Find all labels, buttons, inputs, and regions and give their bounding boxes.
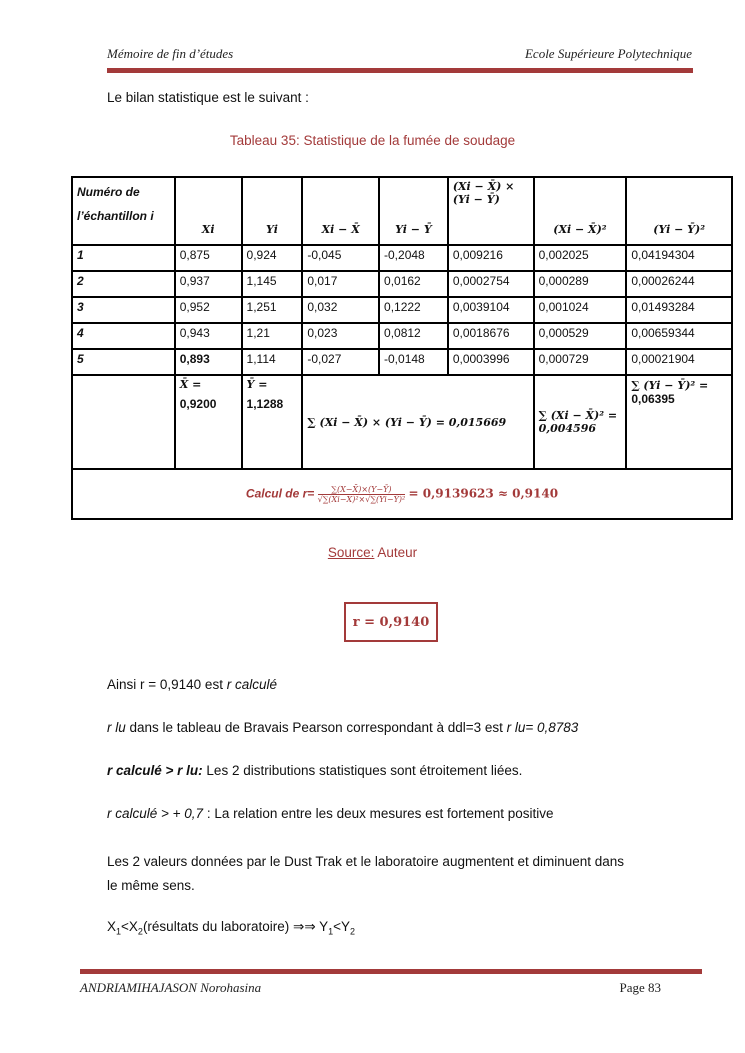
cell-x-dev-sq: 0,000529	[534, 323, 627, 349]
sum-x2-cell	[534, 375, 627, 469]
p6-sub1: 1	[116, 926, 122, 937]
p6-sub4: 2	[350, 926, 356, 937]
cell-y-dev-sq: 0,00659344	[626, 323, 732, 349]
cell-y-dev: 0,0162	[379, 271, 448, 297]
table-row	[72, 349, 732, 375]
cell-yi: 1,145	[242, 271, 303, 297]
header-left: Mémoire de fin d’études	[107, 46, 234, 61]
sum-xy-cell	[302, 375, 533, 469]
cell-product: 0,009216	[448, 245, 534, 271]
cell-y-dev-sq: 0,00021904	[626, 349, 732, 375]
footer-page-number: Page 83	[619, 980, 661, 995]
p5-line1: Les 2 valeurs données par le Dust Trak et le laboratoire augmentent et diminuent dans	[107, 854, 625, 869]
header-yi: Yi	[242, 177, 303, 245]
cell-yi: 1,114	[242, 349, 303, 375]
row-number: 4	[72, 323, 175, 349]
sum-y2-cell	[626, 375, 732, 469]
cell-x-dev-sq: 0,000289	[534, 271, 627, 297]
cell-x-dev: -0,045	[302, 245, 379, 271]
intro-text: Le bilan statistique est le suivant :	[107, 90, 309, 105]
p2-text: dans le tableau de Bravais Pearson correspondant à ddl=3 est	[125, 720, 507, 735]
sum-xy-expression: ∑ (Xi − X̄) × (Yi − Ȳ) = 0,015669	[307, 415, 507, 429]
calc-label: Calcul de r=	[245, 486, 315, 501]
p6-sub2: 2	[137, 926, 143, 937]
ybar-cell	[242, 375, 303, 469]
sum-x2-expression: ∑ (Xi − X̄)² = 0,004596	[538, 409, 618, 435]
table-header-row	[72, 177, 732, 245]
cell-y-dev: -0,2048	[379, 245, 448, 271]
p6-d: <Y	[333, 919, 351, 934]
row-number: 1	[72, 245, 175, 271]
cell-xi: 0,875	[175, 245, 242, 271]
cell-y-dev-sq: 0,01493284	[626, 297, 732, 323]
p5-line2: le même sens.	[107, 878, 195, 893]
sum-y2-value: 0,06395	[631, 392, 675, 406]
header-product: (Xi − X̄) × (Yi − Ȳ)	[448, 177, 534, 245]
sum-y2-expression: ∑ (Yi − Ȳ)² =	[631, 379, 709, 392]
cell-y-dev: 0,1222	[379, 297, 448, 323]
cell-yi: 1,21	[242, 323, 303, 349]
table-row	[72, 271, 732, 297]
p6-b: <X	[121, 919, 138, 934]
cell-xi: 0,937	[175, 271, 242, 297]
p3-bold: r calculé > r lu:	[107, 763, 203, 778]
cell-xi: 0,893	[175, 349, 242, 375]
header-x-dev-sq: (Xi − X̄)²	[534, 177, 627, 245]
header-x-dev: Xi − X̄	[302, 177, 379, 245]
p1-italic: r calculé	[226, 677, 277, 692]
p2-italic-a: r lu	[107, 720, 126, 735]
p4-italic: r calculé > + 0,7	[107, 806, 204, 821]
cell-x-dev: 0,032	[302, 297, 379, 323]
xbar-value: 0,9200	[179, 397, 217, 411]
cell-x-dev: -0,027	[302, 349, 379, 375]
cell-x-dev-sq: 0,001024	[534, 297, 627, 323]
p6-a: X	[107, 919, 117, 934]
header-sample-number: Numéro de l’échantillon i	[72, 177, 175, 245]
source-label: Source:	[327, 545, 375, 560]
row-number: 5	[72, 349, 175, 375]
cell-y-dev: 0,0812	[379, 323, 448, 349]
calc-result: = 0,9139623 ≈ 0,9140	[408, 486, 559, 501]
p6-c: (résultats du laboratoire) ⇒⇒ Y	[142, 919, 329, 934]
p3-text: Les 2 distributions statistiques sont étroitement liées.	[202, 763, 523, 778]
r-result-text: r = 0,9140	[352, 614, 430, 630]
paragraph-r-lu	[107, 720, 578, 735]
footer-rule	[80, 969, 702, 974]
table-row	[72, 245, 732, 271]
cell-product: 0,0003996	[448, 349, 534, 375]
calc-row	[72, 469, 732, 519]
table-caption: Tableau 35: Statistique de la fumée de soudage	[229, 133, 516, 148]
calc-numerator: ∑(X−X̄)×(Y−Ȳ)	[318, 485, 406, 495]
header-y-dev-sq: (Yi − Ȳ)²	[626, 177, 732, 245]
cell-y-dev-sq: 0,04194304	[626, 245, 732, 271]
header-right: Ecole Supérieure Polytechnique	[524, 46, 692, 61]
p6-sub3: 1	[328, 926, 334, 937]
paragraph-inequality	[107, 919, 355, 937]
table-row	[72, 297, 732, 323]
r-result-box	[344, 602, 438, 642]
cell-x-dev-sq: 0,000729	[534, 349, 627, 375]
ybar-value: 1,1288	[246, 397, 284, 411]
header-rule	[107, 68, 693, 73]
row-number: 2	[72, 271, 175, 297]
calc-cell	[72, 469, 732, 519]
cell-yi: 1,251	[242, 297, 303, 323]
cell-product: 0,0018676	[448, 323, 534, 349]
xbar-label: X̄ =	[179, 378, 202, 391]
calc-denominator: √∑(Xi−X̄)²×√∑(Yi−Ȳ)²	[317, 494, 406, 504]
totals-row	[72, 375, 732, 469]
p4-text: : La relation entre les deux mesures est fortement positive	[203, 806, 554, 821]
p2-italic-c: r lu= 0,8783	[506, 720, 579, 735]
source-line	[0, 545, 745, 560]
cell-product: 0,0002754	[448, 271, 534, 297]
paragraph-comparison	[107, 763, 522, 778]
table-row	[72, 323, 732, 349]
p1-text: Ainsi r = 0,9140 est	[107, 677, 227, 692]
paragraph-r-calc	[107, 677, 277, 692]
cell-y-dev: -0,0148	[379, 349, 448, 375]
xbar-cell	[175, 375, 242, 469]
source-value: Auteur	[374, 545, 418, 560]
cell-yi: 0,924	[242, 245, 303, 271]
row-number: 3	[72, 297, 175, 323]
cell-x-dev: 0,017	[302, 271, 379, 297]
cell-product: 0,0039104	[448, 297, 534, 323]
paragraph-positive	[107, 806, 554, 821]
totals-empty-cell	[72, 375, 175, 469]
footer-author: ANDRIAMIHAJASON Norohasina	[80, 980, 262, 995]
cell-x-dev: 0,023	[302, 323, 379, 349]
cell-xi: 0,943	[175, 323, 242, 349]
cell-x-dev-sq: 0,002025	[534, 245, 627, 271]
paragraph-same-direction	[107, 850, 624, 898]
cell-y-dev-sq: 0,00026244	[626, 271, 732, 297]
cell-xi: 0,952	[175, 297, 242, 323]
ybar-label: Ȳ =	[246, 378, 268, 391]
header-xi: Xi	[175, 177, 242, 245]
calc-fraction	[318, 485, 406, 504]
header-y-dev: Yi − Ȳ	[379, 177, 448, 245]
statistics-table	[71, 176, 733, 520]
